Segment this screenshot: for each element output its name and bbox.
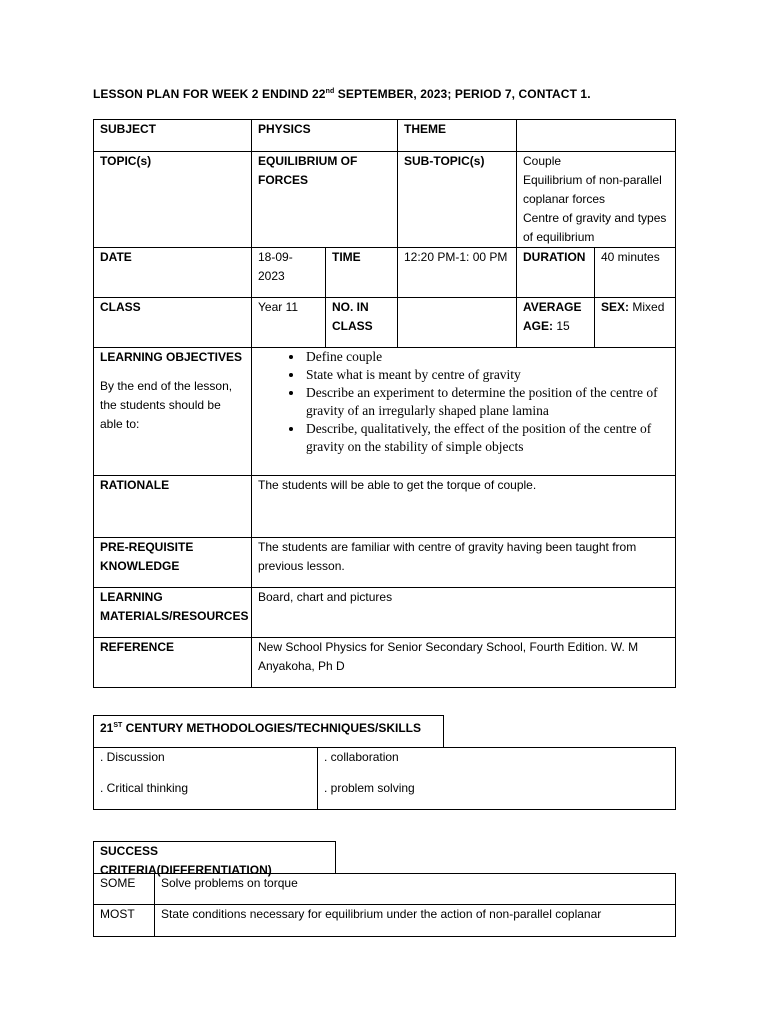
no-in-class-label: NO. IN CLASS: [326, 298, 398, 348]
prerequisite-label: PRE-REQUISITE KNOWLEDGE: [94, 538, 252, 588]
title-superscript: nd: [325, 88, 335, 95]
objective-item: • State what is meant by centre of gravity: [304, 366, 663, 384]
class-label: CLASS: [94, 298, 252, 348]
methodologies-col-2: [318, 748, 676, 810]
reference-value: New School Physics for Senior Secondary School, Fourth Edition. W. M Anyakoha, Ph D: [252, 638, 676, 688]
methodologies-heading-number: 21: [100, 721, 114, 735]
criteria-level: MOST: [94, 905, 155, 937]
subject-label: SUBJECT: [94, 120, 252, 152]
objective-item: • Describe, qualitatively, the effect of the position of the centre of gravity on the stability of simple objects: [304, 420, 663, 456]
sex-label: SEX:: [601, 300, 630, 314]
objective-item: • Define couple: [304, 348, 663, 366]
objectives-list: [252, 348, 663, 456]
average-age-value: 15: [556, 319, 570, 333]
class-value: Year 11: [252, 298, 326, 348]
subtopic-item: Centre of gravity and types of equilibrium: [523, 211, 667, 244]
subtopic-label: SUB-TOPIC(s): [398, 152, 517, 248]
methodologies-heading: [93, 715, 444, 748]
time-label: TIME: [326, 248, 398, 298]
rationale-label: RATIONALE: [94, 476, 252, 538]
methodologies-heading-text: CENTURY METHODOLOGIES/TECHNIQUES/SKILLS: [122, 721, 421, 735]
subject-value: PHYSICS: [252, 120, 398, 152]
average-age-cell: [517, 298, 595, 348]
sex-cell: [595, 298, 676, 348]
sex-value: Mixed: [632, 300, 665, 314]
materials-value: Board, chart and pictures: [252, 588, 676, 638]
objectives-cell: [252, 348, 676, 476]
reference-label: REFERENCE: [94, 638, 252, 688]
rationale-value: The students will be able to get the torque of couple.: [252, 476, 676, 538]
methodology-item: . Discussion: [100, 750, 165, 764]
topic-label: TOPIC(s): [94, 152, 252, 248]
materials-label: LEARNING MATERIALS/RESOURCES: [94, 588, 252, 638]
methodology-item: . problem solving: [324, 781, 415, 795]
methodology-item: . collaboration: [324, 750, 399, 764]
success-criteria-table: [93, 873, 676, 937]
title-text-rest: SEPTEMBER, 2023; PERIOD 7, CONTACT 1.: [334, 87, 591, 101]
criteria-level: SOME: [94, 874, 155, 905]
criteria-text: Solve problems on torque: [155, 874, 676, 905]
objective-item: • Describe an experiment to determine the position of the centre of gravity of an irregularly shaped plane lamina: [304, 384, 663, 420]
objectives-label-cell: [94, 348, 252, 476]
duration-label: DURATION: [517, 248, 595, 298]
methodologies-table: [93, 747, 676, 810]
date-value: 18-09-2023: [252, 248, 326, 298]
methodology-item: . Critical thinking: [100, 781, 189, 795]
methodologies-heading-sup: ST: [113, 722, 123, 729]
criteria-text: State conditions necessary for equilibrium under the action of non-parallel coplanar: [155, 905, 676, 937]
duration-value: 40 minutes: [595, 248, 676, 298]
title-text: LESSON PLAN FOR WEEK 2 ENDIND 22: [93, 87, 326, 101]
prerequisite-value: The students are familiar with centre of gravity having been taught from previous lesson.: [252, 538, 676, 588]
theme-label: THEME: [398, 120, 517, 152]
subtopic-item: Equilibrium of non-parallel coplanar forces: [523, 173, 662, 206]
objectives-intro: By the end of the lesson, the students should be able to:: [100, 379, 233, 431]
theme-value: [517, 120, 676, 152]
topic-value: EQUILIBRIUM OF FORCES: [252, 152, 398, 248]
subtopic-list: [517, 152, 676, 248]
lesson-details-table: [93, 119, 676, 688]
time-value: 12:20 PM-1: 00 PM: [398, 248, 517, 298]
lesson-plan-title: [93, 87, 591, 101]
date-label: DATE: [94, 248, 252, 298]
subtopic-item: Couple: [523, 154, 562, 168]
objectives-label: LEARNING OBJECTIVES: [100, 350, 243, 364]
no-in-class-value: [398, 298, 517, 348]
methodologies-col-1: [94, 748, 318, 810]
success-criteria-heading: SUCCESS CRITERIA(DIFFERENTIATION): [93, 841, 336, 874]
average-age-label: AVERAGE AGE:: [523, 300, 582, 333]
